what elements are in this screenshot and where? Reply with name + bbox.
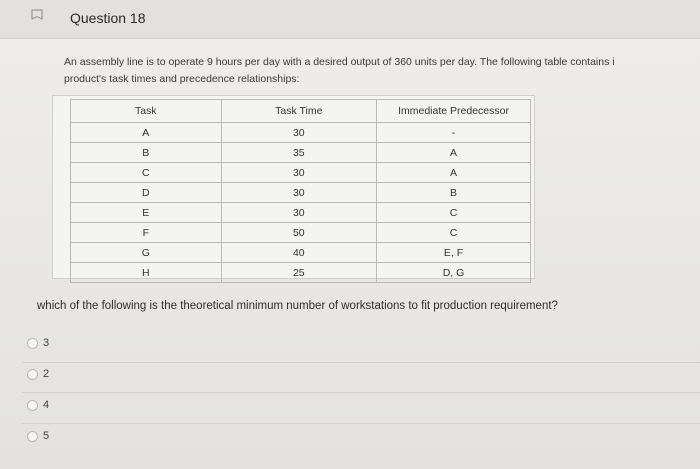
intro-line-1: An assembly line is to operate 9 hours per day with a desired output of 360 units per day. The following table contains i xyxy=(64,56,615,68)
option-2[interactable] xyxy=(27,366,49,382)
option-label: 3 xyxy=(43,337,50,349)
table-row xyxy=(71,243,531,263)
question-header xyxy=(0,0,700,39)
question-prompt: which of the following is the theoretical minimum number of workstations to fit production requirement? xyxy=(37,300,558,312)
task-cell: A xyxy=(71,123,222,143)
time-cell: 25 xyxy=(221,263,377,283)
radio-button[interactable] xyxy=(27,369,38,380)
predecessor-cell: A xyxy=(377,163,531,183)
intro-line-2: product's task times and precedence relationships: xyxy=(64,73,300,85)
question-title: Question 18 xyxy=(70,10,146,26)
time-cell: 40 xyxy=(221,243,377,263)
predecessor-cell: C xyxy=(377,223,531,243)
option-label: 4 xyxy=(43,399,50,411)
time-cell: 35 xyxy=(221,143,377,163)
time-cell: 30 xyxy=(221,203,377,223)
option-5[interactable] xyxy=(27,428,49,444)
radio-button[interactable] xyxy=(27,400,38,411)
predecessor-cell: E, F xyxy=(377,243,531,263)
task-cell: D xyxy=(71,183,222,203)
question-intro xyxy=(64,54,700,88)
radio-button[interactable] xyxy=(27,338,38,349)
predecessor-cell: - xyxy=(377,123,531,143)
option-divider xyxy=(22,392,700,393)
task-table xyxy=(70,99,531,283)
time-cell: 50 xyxy=(221,223,377,243)
header-task: Task xyxy=(71,100,222,123)
flag-icon[interactable] xyxy=(31,9,43,23)
option-divider xyxy=(22,423,700,424)
option-4[interactable] xyxy=(27,397,49,413)
table-row xyxy=(71,223,531,243)
task-cell: E xyxy=(71,203,222,223)
table-row xyxy=(71,203,531,223)
radio-button[interactable] xyxy=(27,431,38,442)
table-row xyxy=(71,183,531,203)
time-cell: 30 xyxy=(221,163,377,183)
table-row xyxy=(71,163,531,183)
table-row xyxy=(71,143,531,163)
predecessor-cell: C xyxy=(377,203,531,223)
option-label: 5 xyxy=(43,430,50,442)
task-cell: B xyxy=(71,143,222,163)
table-header-row xyxy=(71,100,531,123)
header-predecessor: Immediate Predecessor xyxy=(377,100,531,123)
task-cell: F xyxy=(71,223,222,243)
option-3[interactable] xyxy=(27,335,49,351)
predecessor-cell: D, G xyxy=(377,263,531,283)
option-divider xyxy=(22,362,700,363)
task-cell: G xyxy=(71,243,222,263)
predecessor-cell: B xyxy=(377,183,531,203)
predecessor-cell: A xyxy=(377,143,531,163)
time-cell: 30 xyxy=(221,123,377,143)
table-row xyxy=(71,123,531,143)
task-cell: H xyxy=(71,263,222,283)
header-task-time: Task Time xyxy=(221,100,377,123)
option-label: 2 xyxy=(43,368,50,380)
task-cell: C xyxy=(71,163,222,183)
table-container xyxy=(52,95,535,279)
time-cell: 30 xyxy=(221,183,377,203)
table-row xyxy=(71,263,531,283)
